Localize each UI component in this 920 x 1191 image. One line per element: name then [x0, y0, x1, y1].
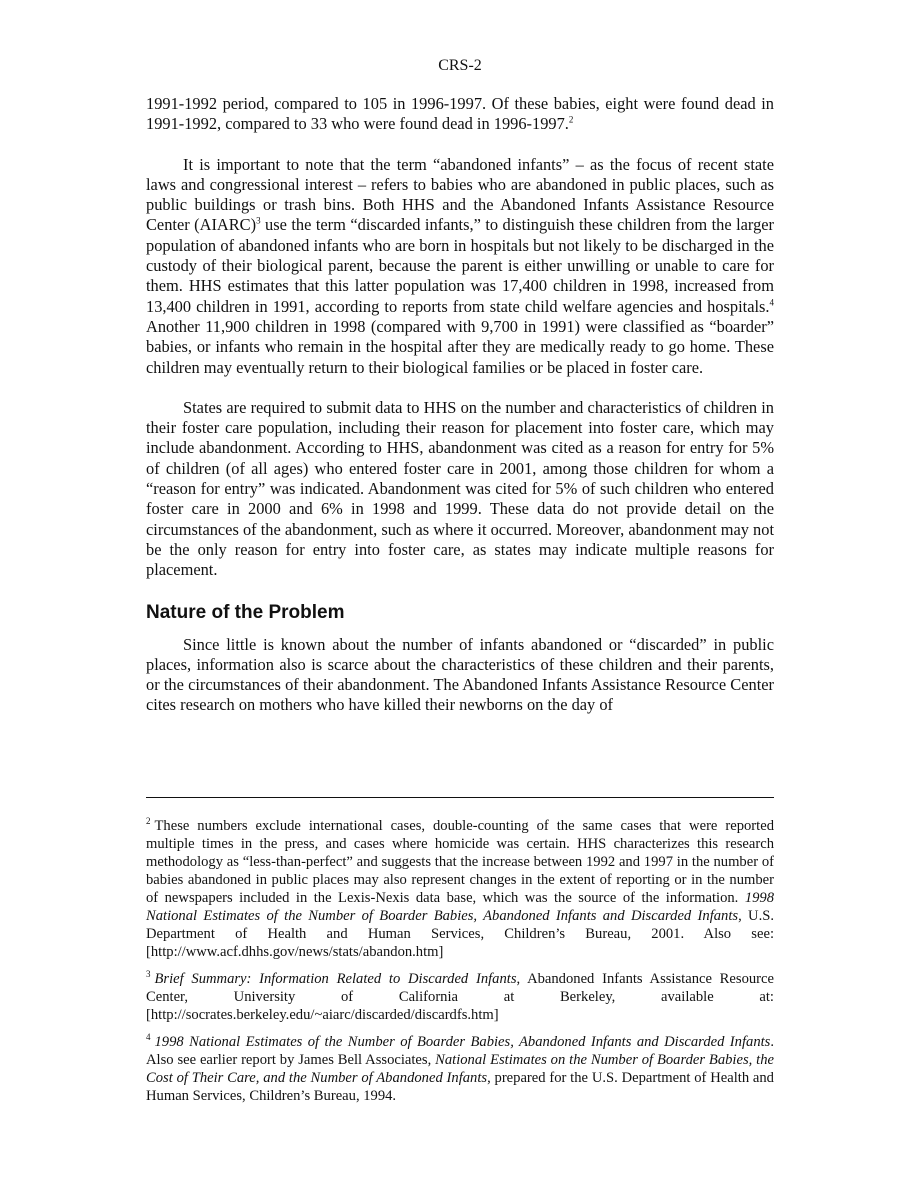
paragraph-2 [146, 155, 774, 378]
page-number: CRS-2 [438, 57, 482, 74]
paragraph-3: States are required to submit data to HHS on the number and characteristics of children in their foster care population, including their reason for placement into foster care, which may include abandonment. According to HHS, abandonment was cited as a reason for entry for 5% of children (of all ages) who entered foster care in 2001, among those children for whom a “reason for entry” was indicated. Abandonment was cited for 5% of such children who entered foster care in 2000 and 6% in 1998 and 1999. These data do not provide detail on the circumstances of the abandonment, such as where it occurred. Moreover, abandonment may not be the only reason for entry into foster care, as states may indicate multiple reasons for placement. [146, 397, 774, 580]
footnote-2 [146, 817, 774, 961]
paragraph-1 [146, 94, 774, 135]
footnote-ref-3: 3 [256, 216, 261, 227]
footnote-4-text-b: , prepared for the U.S. Department of Health and Human Services, Children’s Bureau, 1994. [146, 1070, 774, 1104]
footnote-4-title-a: 1998 National Estimates of the Number of Boarder Babies, Abandoned Infants and Discarded Infants [154, 1034, 771, 1050]
footnote-3-text: , Abandoned Infants Assistance Resource Center, University of California at Berkeley, available at: [http://socrates.berkeley.edu/~aiarc/discarded/discardfs.htm] [146, 971, 774, 1023]
paragraph-4: Since little is known about the number of infants abandoned or “discarded” in public places, information also is scarce about the characteristics of these children and their parents, or the circumstances of their abandonment. The Abandoned Infants Assistance Resource Center cites research on mothers who have killed their newborns on the day of [146, 634, 774, 715]
footnotes [146, 817, 774, 1114]
footnote-4-title-b: National Estimates on the Number of Boarder Babies, the Cost of Their Care, and the Number of Abandoned Infants [146, 1052, 774, 1086]
paragraph-2-text-a: It is important to note that the term “abandoned infants” – as the focus of recent state laws and congressional interest – refers to babies who are abandoned in public places, such as public buildings or trash bins. Both HHS and the Abandoned Infants Assistance Resource Center (AIARC) [146, 154, 774, 235]
footnote-2-text-a: These numbers exclude international cases, double-counting of the same cases that were reported multiple times in the press, and cases where homicide was certain. HHS characterizes this research methodology as “less-than-perfect” and suggests that the increase between 1992 and 1997 in the number of babies abandoned in public places may also represent changes in the extent of reporting or in the number of newspapers included in the Lexis-Nexis data base, which was the source of the information. [146, 818, 774, 906]
section-heading: Nature of the Problem [146, 601, 345, 623]
main-text [146, 94, 774, 716]
footnote-2-text-b: , U.S. Department of Health and Human Services, Children’s Bureau, 2001. Also see: [http://www.acf.dhhs.gov/news/stats/abandon.htm] [146, 908, 774, 960]
footnote-4 [146, 1033, 774, 1105]
paragraph-1-text: 1991-1992 period, compared to 105 in 1996-1997. Of these babies, eight were found dead in 1991-1992, compared to 33 who were found dead in 1996-1997. [146, 94, 774, 134]
footnote-ref-4: 4 [769, 297, 774, 308]
paragraph-2-text-b: use the term “discarded infants,” to distinguish these children from the larger population of abandoned infants who are born in hospitals but not likely to be discharged in the custody of their biological parent, because the parent is either unwilling or unable to care for them. HHS estimates that this latter population was 17,400 children in 1998, increased from 13,400 children in 1991, according to reports from state child welfare agencies and hospitals. [146, 215, 774, 316]
footnote-4-text-a: . Also see earlier report by James Bell Associates, [146, 1034, 774, 1068]
footnote-2-title: 1998 National Estimates of the Number of Boarder Babies, Abandoned Infants and Discarded Infants [146, 890, 774, 924]
footnote-3 [146, 970, 774, 1024]
footnote-2-number: 2 [146, 816, 151, 827]
footnote-4-number: 4 [146, 1032, 151, 1043]
footnote-divider [146, 797, 774, 798]
footnote-ref-2: 2 [568, 114, 574, 125]
footnote-3-title: Brief Summary: Information Related to Discarded Infants [154, 971, 517, 987]
paragraph-2-text-c: Another 11,900 children in 1998 (compared with 9,700 in 1991) were classified as “boarder” babies, or infants who remain in the hospital after they are medically ready to go home. These children may eventually return to their biological families or be placed in foster care. [146, 316, 774, 377]
footnote-3-number: 3 [146, 969, 151, 980]
